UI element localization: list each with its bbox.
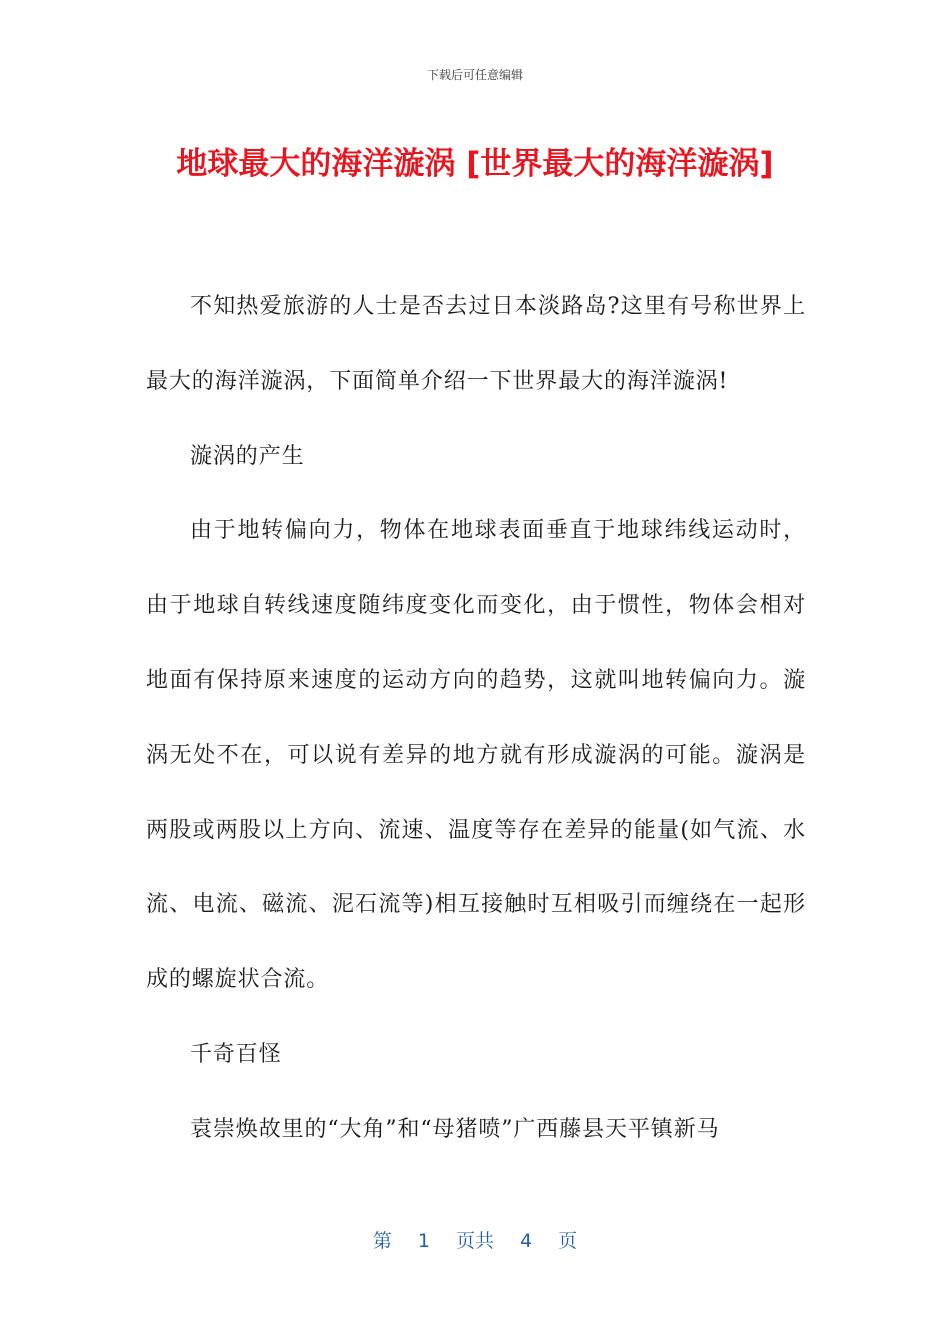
footer-total-pages: 4	[520, 1230, 533, 1252]
header-note: 下载后可任意编辑	[426, 68, 523, 82]
paragraph-coriolis: 由于地转偏向力，物体在地球表面垂直于地球纬线运动时，由于地球自转线速度随纬度变化而变化，由于惯性，物体会相对地面有保持原来速度的运动方向的趋势，这就叫地转偏向力。漩涡无处不在，可以说有差异的地方就有形成漩涡的可能。漩涡是两股或两股以上方向、流速、温度等存在差异的能量(如气流、水流、电流、磁流、泥石流等)相互接触时互相吸引而缠绕在一起形成的螺旋状合流。	[146, 518, 806, 993]
page-footer	[0, 1226, 950, 1253]
section-heading-variety: 千奇百怪	[190, 1041, 282, 1067]
document-body	[146, 270, 806, 1168]
paragraph-yuan-chonghuan: 袁崇焕故里的“大角”和“母猪喷”广西藤县天平镇新马	[190, 1116, 720, 1142]
section-heading-origin: 漩涡的产生	[190, 443, 305, 469]
paragraph-intro: 不知热爱旅游的人士是否去过日本淡路岛?这里有号称世界上最大的海洋漩涡，下面简单介绍一下世界最大的海洋漩涡!	[146, 294, 806, 394]
footer-page-suffix: 页	[558, 1230, 578, 1252]
footer-of-word: 页共	[455, 1230, 494, 1252]
footer-page-word: 第	[372, 1230, 392, 1252]
footer-page-number: 1	[417, 1230, 430, 1252]
document-title: 地球最大的海洋漩涡 [世界最大的海洋漩涡]	[176, 146, 774, 182]
